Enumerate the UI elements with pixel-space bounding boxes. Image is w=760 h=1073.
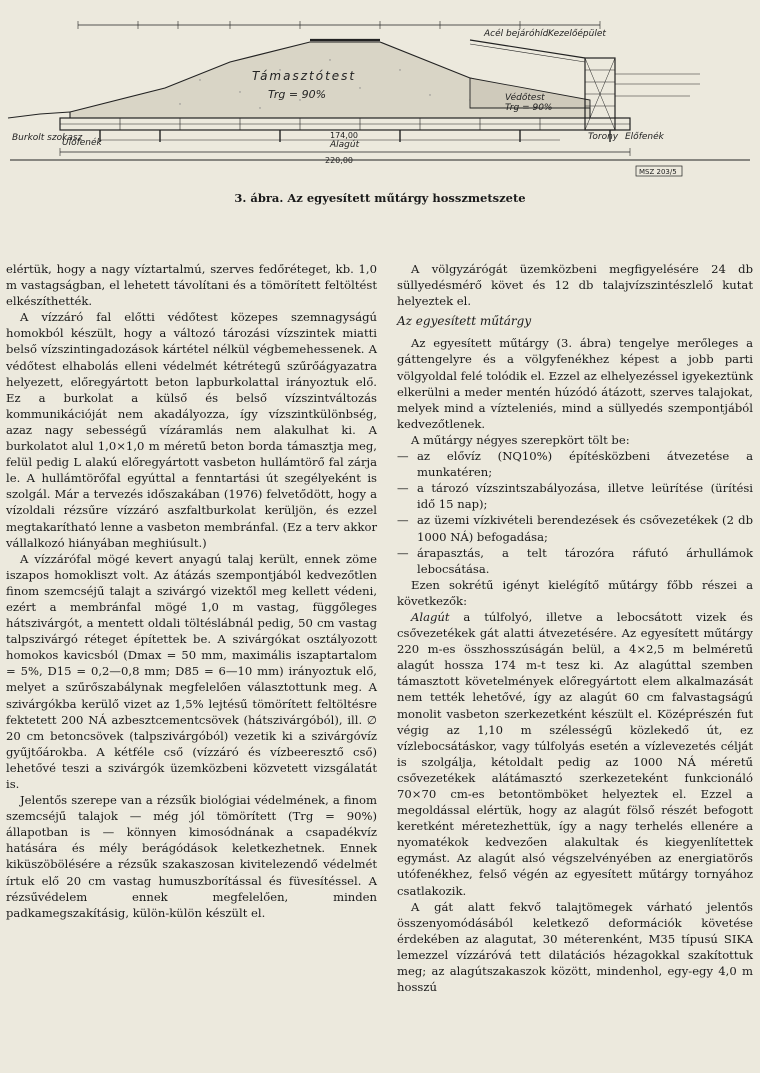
right-paragraph-6: A gát alatt fekvő talajtömegek várható jelentős összenyomódásából keletkező deformációk követése érdekében az alagutat, 30 méterenként, M35 típusú SIKA lemezzel vízzáróvá tett dilatációs hézagokkal szakítottuk meg; az alagútszakaszok között, mindenhol, egy-egy 4,0 m hosszú	[397, 899, 753, 995]
left-paragraph-2: A vízzáró fal előtti védőtest közepes szemnagyságú homokból készült, hogy a változó tározási vízszintek miatti belső vízszintingadozások kártétel nélkül végbemehessenek. A védőtest elhabolás elleni védelmét kétrétegű szűrőágyazatra helyezett, előregyártott beton lapburkolattal irányoztuk elő. Ez a burkolat a külső és belső vízszintváltozás kommunikációját nem akadályozza, így vízszintkülönbség, azaz nagy sebességű vízáramlás nem alakulhat ki. A burkolatot alul 1,0×1,0 m méretű beton borda támasztja meg, felül pedig L alakú előregyártott vasbeton hullámtörő fal zárja le. A hullámtörőfal egyúttal a fenntartási út szegélyeként is szolgál. Már a tervezés időszakában (1976) felvetődött, hogy a vízoldali rézsűre vízzáró aszfaltburkolat kerüljön, és ezzel megtakarítható lenne a vasbeton membránfal. (Ez a terv akkor vállalkozó hiányában meghiúsult.)	[6, 310, 377, 550]
role-list-item: — az elővíz (NQ10%) építésközbeni átvezetése a munkatéren;	[397, 448, 753, 480]
left-paragraph-4: Jelentős szerepe van a rézsűk biológiai védelmének, a finom szemcséjű talajok — még jól tömörített (Trg = 90%) állapotban is — könnyen kimosódnának a csapadékvíz hatására és mély berágódások keletkezhetnek. Ennek kiküszöbölésére a rézsűk szakaszosan kivitelezendő védelmét írtuk elő 20 cm vastag humuszborítással és füvesítéssel. A rézsűvédelem ennek megfelelően, minden padkamegszakításig, külön-külön készült el.	[6, 793, 377, 920]
section-drawing	[0, 0, 760, 190]
role-list-item: — árapasztás, a telt tározóra ráfutó árhullámok lebocsátása.	[397, 545, 753, 577]
right-paragraph-1: A völgyzárógát üzemközbeni megfigyelésére 24 db süllyedésmérő követ és 12 db talajvízszintészlelő kutat helyeztek el.	[397, 262, 753, 309]
label-burkolt-szokasz: Burkolt szokasz	[12, 133, 83, 143]
label-trg-main: Trg = 90%	[268, 88, 327, 101]
label-ulofenek: Ulófenék	[62, 138, 102, 148]
label-alagut: Alagút	[330, 140, 360, 150]
left-column	[6, 261, 377, 921]
label-trg-small: Trg = 90%	[505, 103, 553, 113]
label-kezeloepulet: Kezelőépület	[548, 29, 606, 39]
alagut-lead: Alagút	[411, 609, 450, 624]
label-elofenek: Előfenék	[625, 132, 664, 142]
label-acel-bejaro: Acél bejáróhíd	[484, 29, 549, 39]
right-paragraph-2: Az egyesített műtárgy (3. ábra) tengelye merőleges a gáttengelyre és a völgyfenékhez képest a jobb parti völgyoldal felé tolódik el. Ezzel az elhelyezéssel igyekeztünk elkerülni a meder mentén húzódó átázott, szerves talajokat, melyek mind a vízteleniés, mind a süllyedés szempontjából kedvezőtlenek.	[397, 336, 753, 431]
label-tamasztotest: Támasztótest	[252, 69, 357, 83]
label-total-length: 220,00	[325, 156, 353, 165]
label-torony: Torony	[588, 132, 619, 142]
alagut-text: a túlfolyó, illetve a lebocsátott vizek és csővezetékek gát alatti átvezetésére. Az egyesített műtárgy 220 m-es összhosszúságán belül, a 4×2,5 m belméretű alagút hossza 174 m-t tesz ki. Az alagúttal szemben támasztott követelmények előregyártott elem alkalmazását nem tették lehetővé, így az alagút 60 cm falvastagságú monolit vasbeton szerkezetként készült el. Középrészén fut végig az 1,10 m szélességű közlekedő út, ez vízlebocsátáskor, vagy túlfolyás esetén a vízlevezetés célját is szolgálja, kétoldalt pedig az 1000 NÁ méretű csővezetékek alátámasztó szerkezeteként funkcionáló 70×70 cm-es betontömböket helyeztek el. Ezzel a megoldással elértük, hogy az alagút fölső részét befogott keretként méretezhettük, így a nagy terhelés ellenére a nyomatékok kedvezően alakultak és kiegyenlítettek egymást. Az alagút alsó végszelvényében az energiatörős utófenékhez, felső végén az egyesített műtárgy tornyához csatlakozik.	[397, 609, 753, 898]
role-list-item: — a tározó vízszintszabályozása, illetve leürítése (ürítési idő 15 nap);	[397, 480, 753, 512]
section-heading: Az egyesített műtárgy	[397, 314, 532, 329]
label-vedotest: Védőtest	[505, 93, 545, 103]
longitudinal-section-figure	[0, 0, 760, 190]
left-paragraph-1: elértük, hogy a nagy víztartalmú, szerves fedőréteget, kb. 1,0 m vastagságban, el lehetett távolítani és a tömörített feltöltést elkészíthették.	[6, 262, 377, 309]
left-paragraph-3: A vízzárófal mögé kevert anyagú talaj került, ennek zöme iszapos homokliszt volt. Az átázás szempontjából kedvezőtlen finom szemcséjű talajt a szivárgó vizektől meg kellett védeni, ezért a membránfal mögé 1,0 m vastag, függőleges hátszivárgót, a mentett oldali töltéslábnál pedig, 50 cm vastag talpszivárgó réteget építettek be. A szivárgókat osztályozott homokos kavicsból (Dmax = 50 mm, maximális iszaptartalom = 5%, D15 = 0,2—0,8 mm; D85 = 6—10 mm) irányoztuk elő, melyet a szűrőszabálynak megfelelően választottunk meg. A szivárgókba kerülő vizet az 1,5% lejtésű tömörített feltöltésre fektetett 200 NÁ azbesztcementcsövek (hátszivárgóból), ill. ∅ 20 cm betoncsövek (talpszivárgóból) vezetik ki a szivárgóvíz gyűjtőárokba. A kétféle cső (vízzáró és vízbeeresztő cső) lehetővé teszi a szivárgók üzemközbeni közvetett vizsgálatát is.	[6, 551, 377, 791]
right-paragraph-3: A műtárgy négyes szerepkört tölt be:	[411, 432, 630, 447]
label-msz: MSZ 203/5	[639, 168, 677, 176]
right-paragraph-5	[397, 609, 753, 899]
role-list	[397, 448, 753, 577]
figure-caption: 3. ábra. Az egyesített műtárgy hosszmetszete	[234, 191, 526, 205]
right-paragraph-4: Ezen sokrétű igényt kielégítő műtárgy főbb részei a következők:	[397, 577, 753, 608]
role-list-item: — az üzemi vízkivételi berendezések és csővezetékek (2 db 1000 NÁ) befogadása;	[397, 512, 753, 544]
label-dim-174: 174,00	[330, 131, 358, 140]
right-column	[397, 261, 753, 995]
